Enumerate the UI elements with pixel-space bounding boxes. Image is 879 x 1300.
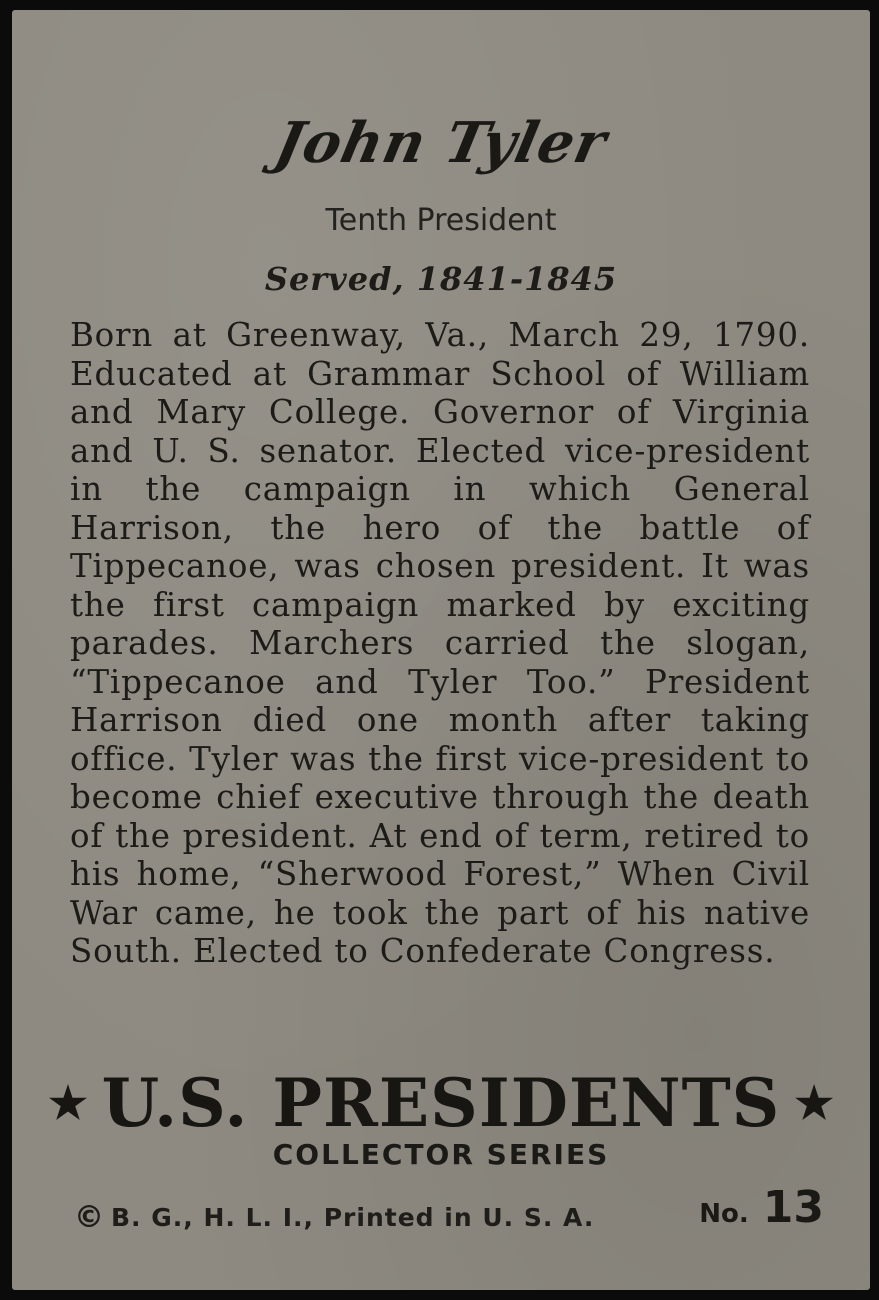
biography-text: Born at Greenway, Va., March 29, 1790. Educated at Grammar School of William and Mary College. Governor of Virginia and U. S. senator. Elected vice-president in the campaign in which General Harrison, the hero of the battle of Tippecanoe, was chosen president. It was the first campaign marked by exciting parades. Marchers carried the slogan, “Tippecanoe and Tyler Too.” President Harrison died one month after taking office. Tyler was the first vice-president to become chief executive through the death of the president. At end of term, retired to his home, “Sherwood Forest,” When Civil War came, he took the part of his native South. Elected to Confederate Congress.: [70, 316, 810, 970]
series-subtitle: COLLECTOR SERIES: [272, 1138, 610, 1171]
copyright-icon: ©: [74, 1200, 105, 1235]
copyright-line: [74, 1200, 594, 1235]
card-number-value: 13: [762, 1182, 824, 1233]
copyright-text: B. G., H. L. I., Printed in U. S. A.: [111, 1203, 595, 1232]
series-title: [12, 1060, 870, 1146]
trading-card: [12, 10, 870, 1290]
series-title-text: U.S. PRESIDENTS: [101, 1064, 781, 1142]
president-ordinal: Tenth President: [325, 203, 557, 238]
star-icon: ★: [48, 1077, 88, 1129]
star-icon: ★: [794, 1077, 834, 1129]
term-served: Served, 1841-1845: [264, 260, 618, 298]
card-number: [699, 1182, 824, 1233]
signature: John Tyler: [269, 110, 613, 176]
card-number-label: No.: [699, 1199, 749, 1229]
